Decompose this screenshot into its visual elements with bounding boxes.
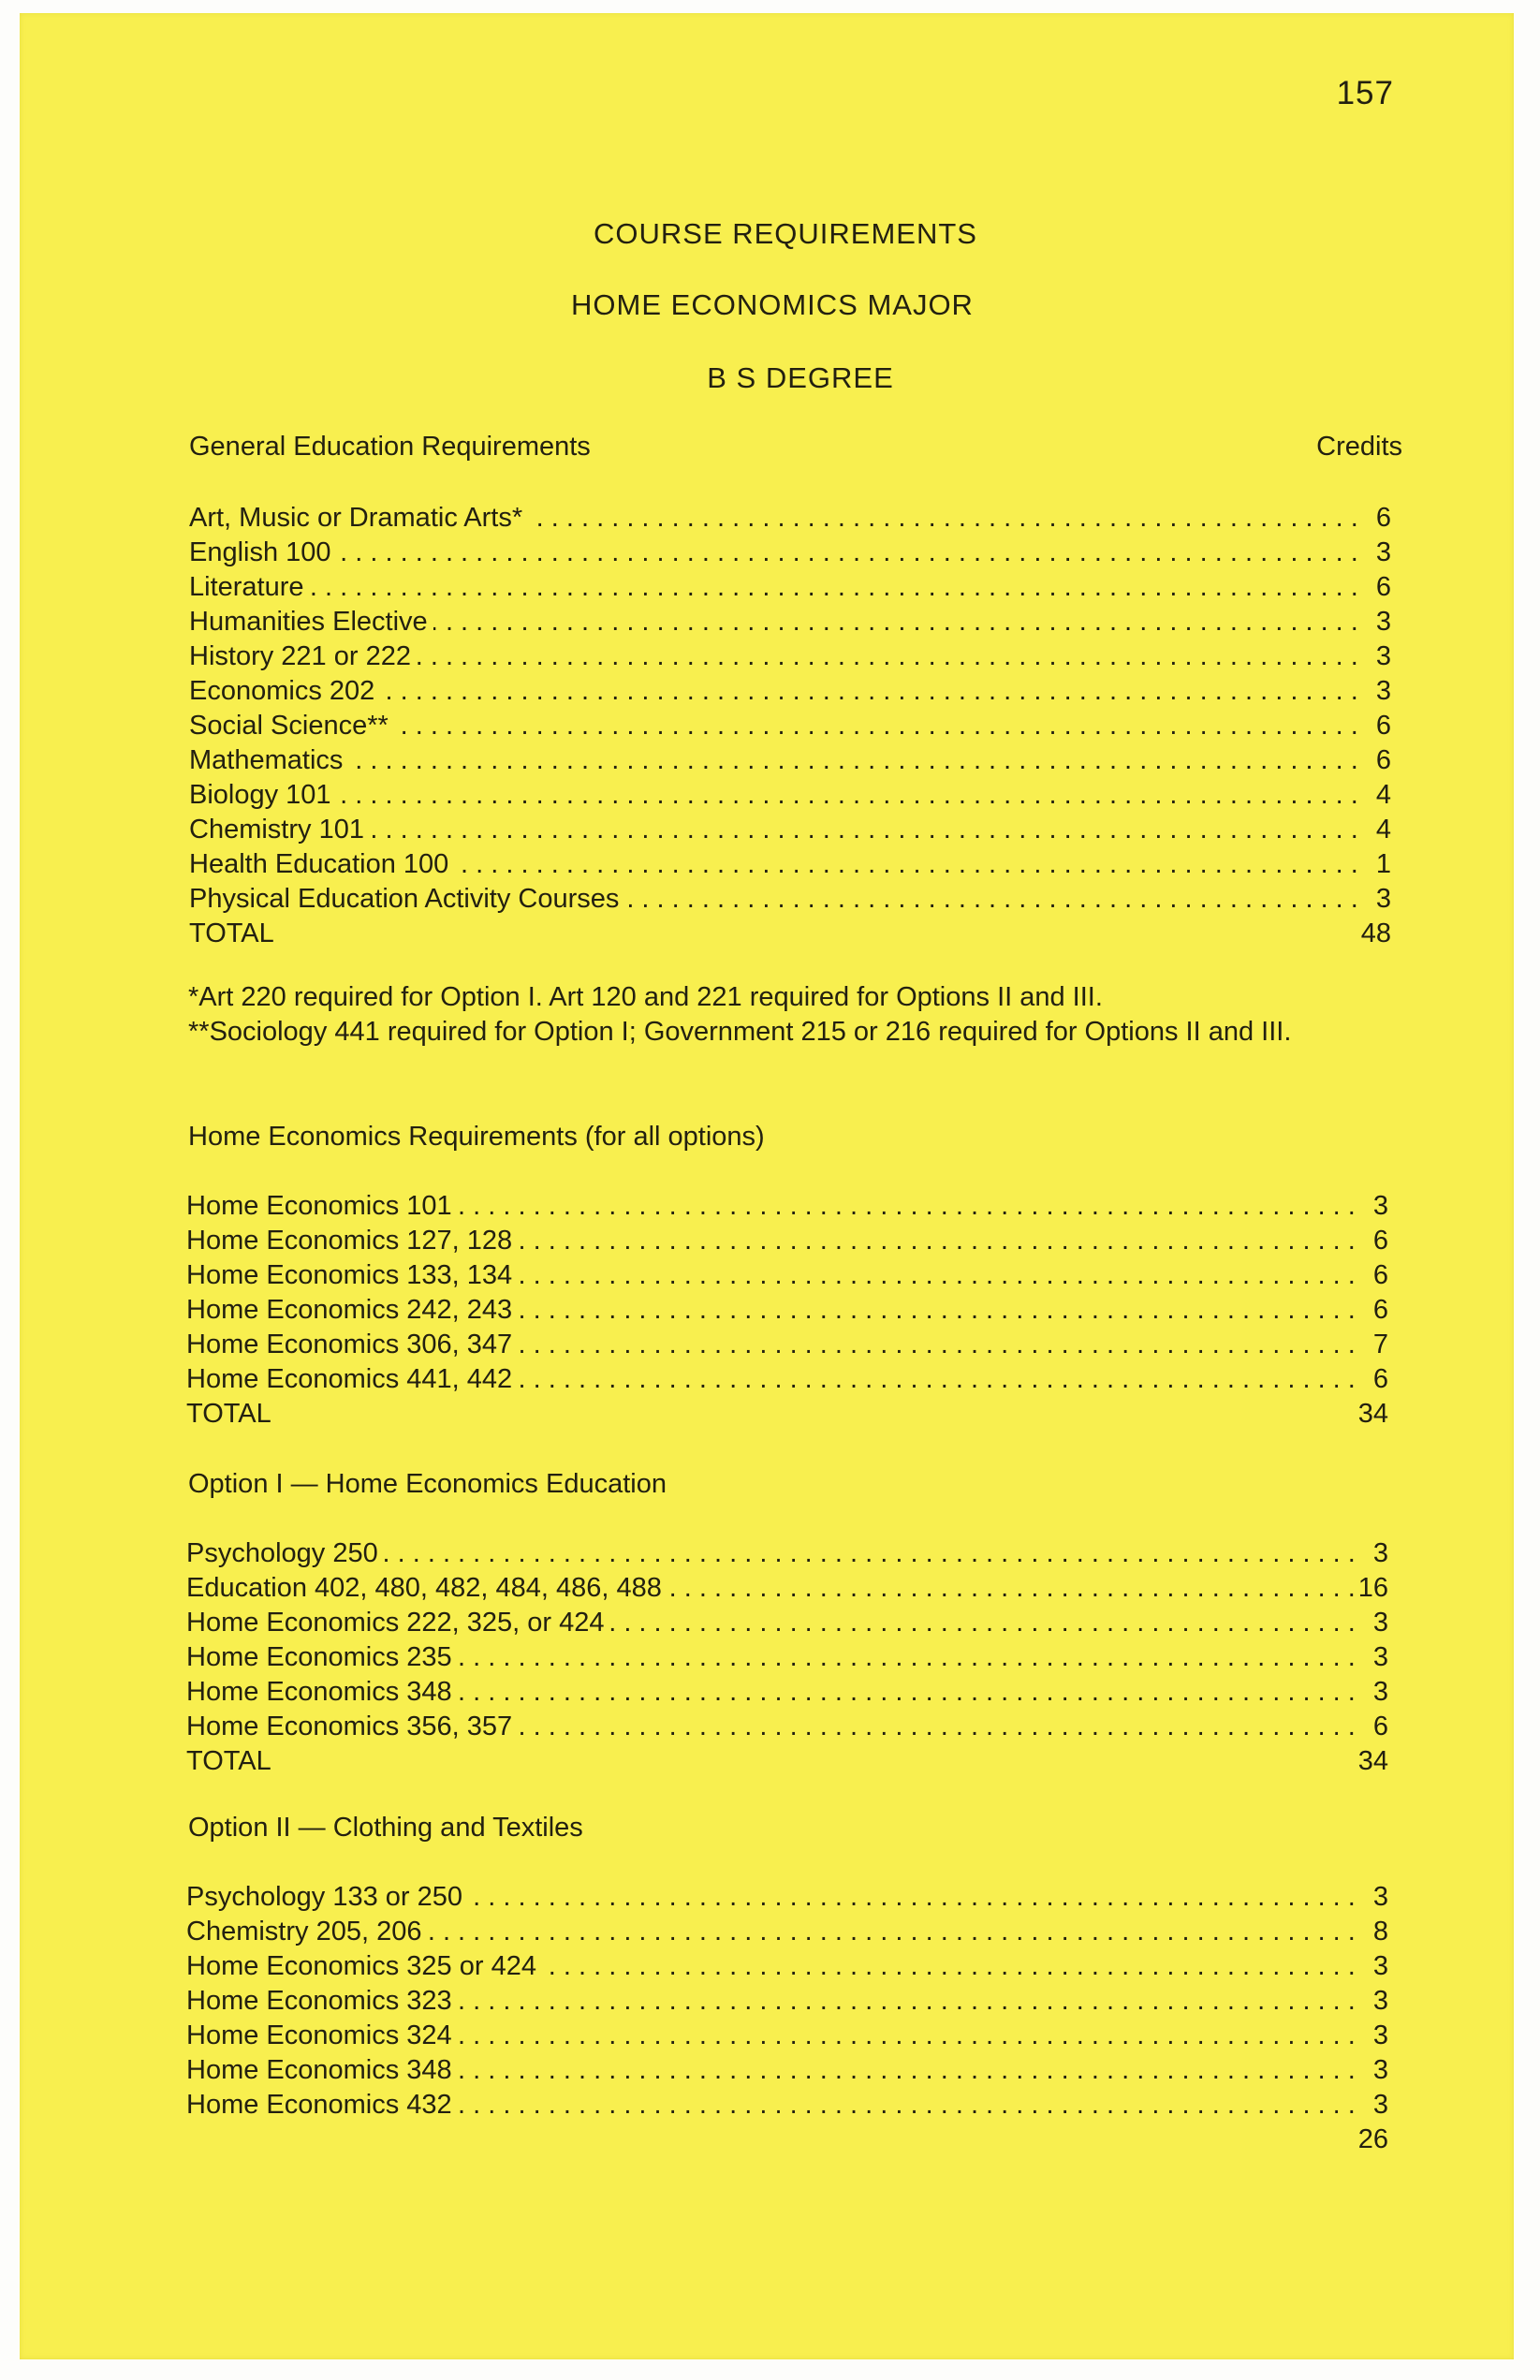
- course-credits: 8: [1358, 1915, 1388, 1949]
- course-credits: 16: [1357, 1571, 1388, 1606]
- home-economics-list: [186, 1189, 1388, 1432]
- course-name: Art, Music or Dramatic Arts*: [189, 503, 528, 533]
- course-row: [186, 1675, 1388, 1710]
- total-row: [186, 1397, 1388, 1432]
- course-credits: 1: [1361, 847, 1391, 882]
- course-name: Home Economics 242, 243: [186, 1295, 518, 1325]
- general-education-title: General Education Requirements: [189, 432, 591, 462]
- course-row: [189, 639, 1391, 674]
- course-credits: 3: [1358, 1536, 1388, 1571]
- course-credits: 3: [1358, 2019, 1388, 2053]
- course-name: Home Economics 348: [186, 2055, 458, 2085]
- course-row: [186, 1640, 1388, 1675]
- dot-leader: [189, 570, 1359, 605]
- course-credits: 6: [1358, 1362, 1388, 1397]
- option-1-title: Option I — Home Economics Education: [188, 1469, 667, 1499]
- course-credits: 3: [1358, 2053, 1388, 2088]
- course-name: Home Economics 323: [186, 1986, 458, 2016]
- course-row: [186, 1536, 1388, 1571]
- course-credits: 3: [1358, 1949, 1388, 1984]
- course-credits: 3: [1358, 1640, 1388, 1675]
- course-credits: 3: [1361, 882, 1391, 917]
- course-name: Mathematics: [189, 745, 348, 775]
- course-name: Home Economics 441, 442: [186, 1364, 518, 1394]
- course-row: [189, 570, 1391, 605]
- course-credits: 6: [1358, 1224, 1388, 1258]
- course-name: Health Education 100: [189, 849, 454, 879]
- course-row: [189, 778, 1391, 813]
- course-credits: 3: [1358, 1189, 1388, 1224]
- course-row: [186, 1571, 1388, 1606]
- course-row: [189, 536, 1391, 570]
- course-row: [186, 2053, 1388, 2088]
- course-credits: 6: [1358, 1710, 1388, 1744]
- course-row: [186, 2019, 1388, 2053]
- course-name: History 221 or 222: [189, 641, 417, 671]
- footnotes: [188, 980, 1405, 1050]
- course-row: [186, 1189, 1388, 1224]
- course-name: Education 402, 480, 482, 484, 486, 488: [186, 1573, 667, 1603]
- total-row: [186, 1744, 1388, 1779]
- course-credits: 3: [1361, 674, 1391, 709]
- document-page: [20, 13, 1514, 2359]
- total-credits: 34: [1357, 1399, 1388, 1429]
- course-row: [186, 1984, 1388, 2019]
- dot-leader: [189, 778, 1359, 813]
- course-name: Social Science**: [189, 711, 394, 741]
- course-row: [186, 1362, 1388, 1397]
- course-credits: 6: [1358, 1293, 1388, 1328]
- course-name: Home Economics 235: [186, 1642, 458, 1672]
- total-label: TOTAL: [189, 918, 274, 948]
- course-row: [189, 501, 1391, 536]
- course-row: [189, 882, 1391, 917]
- course-credits: 6: [1358, 1258, 1388, 1293]
- major-heading: HOME ECONOMICS MAJOR: [571, 288, 974, 321]
- course-row: [186, 1606, 1388, 1640]
- course-row: [186, 1710, 1388, 1744]
- course-name: Economics 202: [189, 676, 380, 706]
- course-credits: 3: [1358, 1880, 1388, 1915]
- option-2-list: [186, 1880, 1388, 2157]
- page-title: COURSE REQUIREMENTS: [594, 217, 977, 250]
- course-credits: 6: [1361, 709, 1391, 743]
- dot-leader: [189, 536, 1359, 570]
- course-name: Home Economics 356, 357: [186, 1712, 518, 1741]
- course-name: Psychology 133 or 250: [186, 1882, 468, 1912]
- total-label: TOTAL: [186, 1399, 271, 1429]
- course-row: [186, 1328, 1388, 1362]
- course-credits: 3: [1361, 536, 1391, 570]
- page-number: 157: [1336, 75, 1394, 111]
- course-row: [189, 605, 1391, 639]
- course-name: Physical Education Activity Courses: [189, 884, 624, 914]
- course-name: Home Economics 222, 325, or 424: [186, 1608, 610, 1638]
- course-credits: 3: [1358, 1984, 1388, 2019]
- course-name: Home Economics 133, 134: [186, 1260, 518, 1290]
- course-name: Chemistry 101: [189, 815, 370, 845]
- general-education-list: [189, 501, 1391, 951]
- course-name: Home Economics 348: [186, 1677, 458, 1707]
- course-row: [186, 1915, 1388, 1949]
- course-credits: 4: [1361, 778, 1391, 813]
- course-credits: 6: [1361, 743, 1391, 778]
- credits-column-label: Credits: [1316, 432, 1402, 462]
- course-name: Home Economics 101: [186, 1191, 458, 1221]
- course-row: [186, 1224, 1388, 1258]
- course-row: [189, 674, 1391, 709]
- course-name: Home Economics 306, 347: [186, 1330, 518, 1359]
- option-2-title: Option II — Clothing and Textiles: [188, 1813, 583, 1843]
- course-row: [189, 743, 1391, 778]
- course-credits: 3: [1358, 1675, 1388, 1710]
- footnote-art: *Art 220 required for Option I. Art 120 and 221 required for Options II and III.: [188, 982, 1103, 1012]
- total-credits: 26: [1357, 2124, 1388, 2154]
- course-row: [186, 1258, 1388, 1293]
- course-credits: 3: [1358, 2088, 1388, 2123]
- course-credits: 4: [1361, 813, 1391, 847]
- course-credits: 3: [1358, 1606, 1388, 1640]
- course-credits: 6: [1361, 501, 1391, 536]
- course-name: Chemistry 205, 206: [186, 1917, 427, 1947]
- course-row: [186, 1880, 1388, 1915]
- course-credits: 3: [1361, 639, 1391, 674]
- course-name: Humanities Elective: [189, 607, 433, 637]
- course-name: Literature: [189, 572, 310, 602]
- home-economics-requirements-title: Home Economics Requirements (for all options): [188, 1122, 765, 1152]
- total-credits: 48: [1360, 918, 1391, 948]
- course-name: Home Economics 324: [186, 2020, 458, 2050]
- course-credits: 6: [1361, 570, 1391, 605]
- course-row: [186, 1293, 1388, 1328]
- course-name: Biology 101: [189, 780, 337, 810]
- course-name: English 100: [189, 537, 337, 567]
- total-row: [189, 917, 1391, 951]
- total-credits: 34: [1357, 1746, 1388, 1776]
- course-credits: 7: [1358, 1328, 1388, 1362]
- course-name: Home Economics 127, 128: [186, 1226, 518, 1256]
- course-name: Home Economics 432: [186, 2090, 458, 2120]
- dot-leader: [189, 743, 1359, 778]
- total-label: TOTAL: [186, 1746, 271, 1776]
- course-row: [186, 1949, 1388, 1984]
- course-row: [186, 2088, 1388, 2123]
- footnote-social-science: **Sociology 441 required for Option I; Government 215 or 216 required for Options II and III.: [188, 1017, 1292, 1047]
- general-education-header: [189, 432, 1402, 463]
- course-row: [189, 709, 1391, 743]
- course-credits: 3: [1361, 605, 1391, 639]
- course-row: [189, 813, 1391, 847]
- total-row: [186, 2123, 1388, 2157]
- course-name: Psychology 250: [186, 1538, 384, 1568]
- course-name: Home Economics 325 or 424: [186, 1951, 542, 1981]
- degree-heading: B S DEGREE: [707, 361, 894, 394]
- course-row: [189, 847, 1391, 882]
- option-1-list: [186, 1536, 1388, 1779]
